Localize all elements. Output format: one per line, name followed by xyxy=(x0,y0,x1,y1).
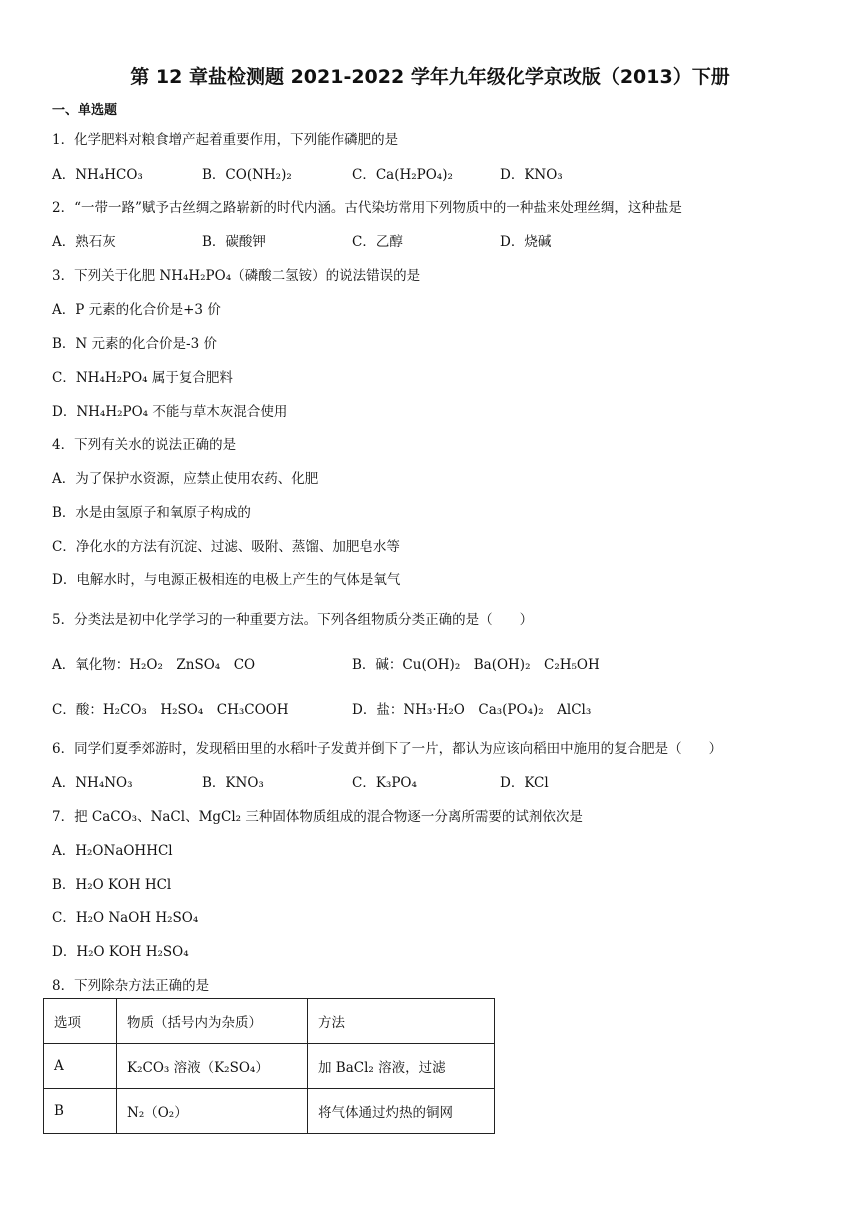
question-7-option-b: B．H₂O KOH HCl xyxy=(52,877,172,893)
table-cell: A xyxy=(44,1044,117,1089)
question-7-stem: 7．把 CaCO₃、NaCl、MgCl₂ 三种固体物质组成的混合物逐一分离所需要的试剂依次是 xyxy=(52,809,583,825)
question-4-option-c: C．净化水的方法有沉淀、过滤、吸附、蒸馏、加肥皂水等 xyxy=(52,539,400,555)
question-3-stem: 3．下列关于化肥 NH₄H₂PO₄（磷酸二氢铵）的说法错误的是 xyxy=(52,268,421,284)
option-b: B．碱：Cu(OH)₂ Ba(OH)₂ C₂H₅OH xyxy=(352,657,600,673)
table-cell: 将气体通过灼热的铜网 xyxy=(308,1089,495,1134)
table-cell: B xyxy=(44,1089,117,1134)
table-cell: K₂CO₃ 溶液（K₂SO₄） xyxy=(117,1044,308,1089)
option-d: D．KNO₃ xyxy=(500,167,563,183)
question-4-stem: 4．下列有关水的说法正确的是 xyxy=(52,437,237,453)
question-2-stem: 2．“一带一路”赋予古丝绸之路崭新的时代内涵。古代染坊常用下列物质中的一种盐来处理丝绸，这种盐是 xyxy=(52,200,682,216)
option-a: A．氧化物：H₂O₂ ZnSO₄ CO xyxy=(52,657,256,673)
question-3-option-a: A．P 元素的化合价是+3 价 xyxy=(52,302,221,318)
question-3-option-c: C．NH₄H₂PO₄ 属于复合肥料 xyxy=(52,370,233,386)
table-cell: 加 BaCl₂ 溶液，过滤 xyxy=(308,1044,495,1089)
question-3-option-b: B．N 元素的化合价是-3 价 xyxy=(52,336,217,352)
table-row xyxy=(44,1044,495,1089)
question-1-stem: 1．化学肥料对粮食增产起着重要作用，下列能作磷肥的是 xyxy=(52,132,399,148)
question-4-option-d: D．电解水时，与电源正极相连的电极上产生的气体是氧气 xyxy=(52,572,401,588)
question-4-option-b: B．水是由氢原子和氧原子构成的 xyxy=(52,505,251,521)
option-b: B．KNO₃ xyxy=(202,775,264,791)
table-header-row xyxy=(44,999,495,1044)
purification-methods-table xyxy=(43,998,495,1134)
option-a: A．NH₄NO₃ xyxy=(52,775,133,791)
question-8-stem: 8．下列除杂方法正确的是 xyxy=(52,978,210,994)
option-a: A．NH₄HCO₃ xyxy=(52,167,143,183)
question-7-option-d: D．H₂O KOH H₂SO₄ xyxy=(52,944,189,960)
option-b: B．CO(NH₂)₂ xyxy=(202,167,292,183)
option-c: C．酸：H₂CO₃ H₂SO₄ CH₃COOH xyxy=(52,702,289,718)
option-c: C．Ca(H₂PO₄)₂ xyxy=(352,167,453,183)
section-heading: 一、单选题 xyxy=(52,103,118,118)
option-c: C．K₃PO₄ xyxy=(352,775,417,791)
option-a: A．熟石灰 xyxy=(52,234,116,250)
header-cell-method: 方法 xyxy=(308,999,495,1044)
header-cell-substance: 物质（括号内为杂质） xyxy=(117,999,308,1044)
option-d: D．盐：NH₃·H₂O Ca₃(PO₄)₂ AlCl₃ xyxy=(352,702,592,718)
question-3-option-d: D．NH₄H₂PO₄ 不能与草木灰混合使用 xyxy=(52,404,288,420)
page-title: 第 12 章盐检测题 2021-2022 学年九年级化学京改版（2013）下册 xyxy=(130,66,730,88)
question-7-option-c: C．H₂O NaOH H₂SO₄ xyxy=(52,910,199,926)
table-row xyxy=(44,1089,495,1134)
question-7-option-a: A．H₂ONaOHHCl xyxy=(52,843,173,859)
table-cell: N₂（O₂） xyxy=(117,1089,308,1134)
question-6-stem: 6．同学们夏季郊游时，发现稻田里的水稻叶子发黄并倒下了一片，都认为应该向稻田中施用的复合肥是（ ） xyxy=(52,741,723,757)
option-c: C．乙醇 xyxy=(352,234,403,250)
header-cell-option: 选项 xyxy=(44,999,117,1044)
question-4-option-a: A．为了保护水资源，应禁止使用农药、化肥 xyxy=(52,471,319,487)
option-b: B．碳酸钾 xyxy=(202,234,266,250)
question-5-stem: 5．分类法是初中化学学习的一种重要方法。下列各组物质分类正确的是（ ） xyxy=(52,612,534,628)
option-d: D．KCl xyxy=(500,775,549,791)
option-d: D．烧碱 xyxy=(500,234,552,250)
